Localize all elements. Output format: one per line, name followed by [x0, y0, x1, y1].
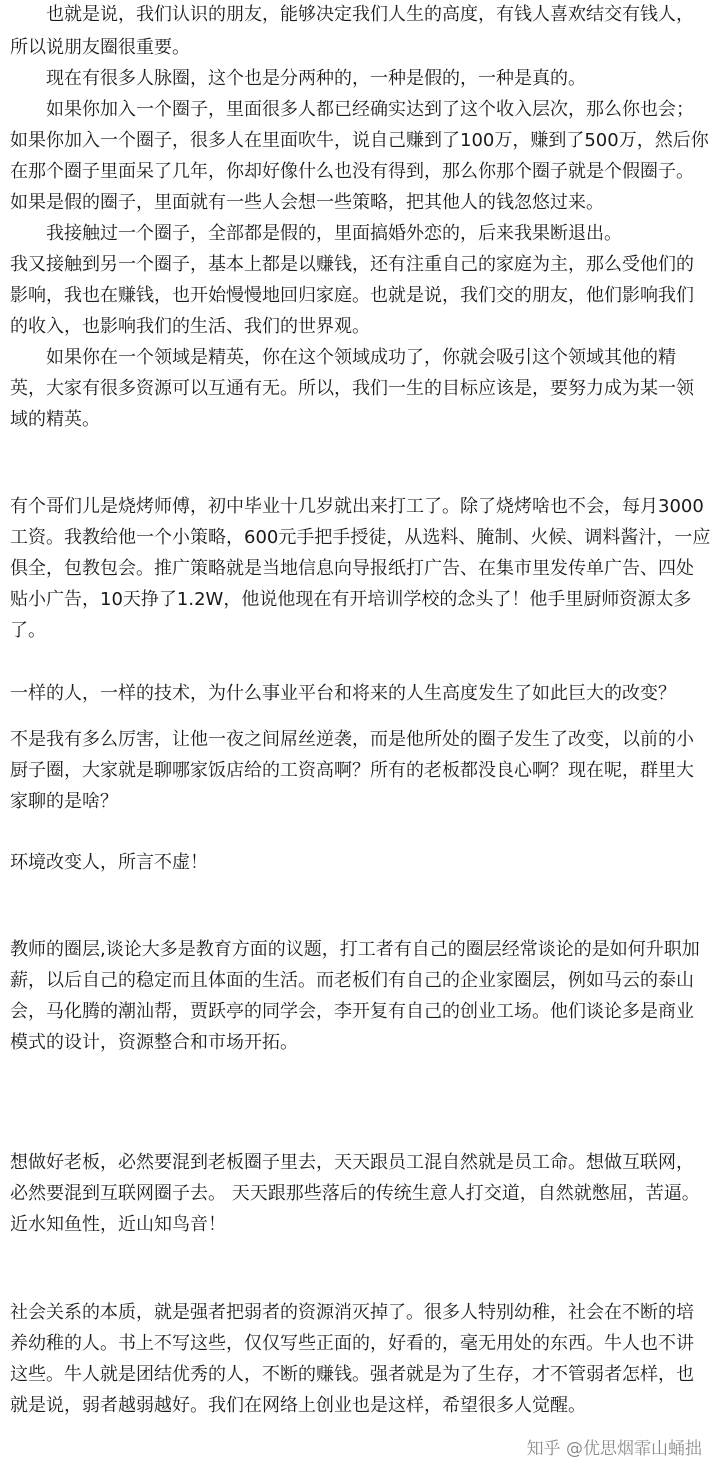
text-line: 工资。我教给他一个小策略，600元手把手授徒，从选料、腌制、火候、调料酱汁，一应 — [10, 527, 711, 548]
text-line: 家聊的是啥？ — [10, 791, 118, 812]
text-line: 教师的圈层,谈论大多是教育方面的议题，打工者有自己的圈层经常谈论的是如何升职加 — [10, 939, 700, 960]
zhihu-watermark: 知乎 @优思烟霏山蛹拙 — [526, 1439, 702, 1459]
text-line: 不是我有多么厉害，让他一夜之间屌丝逆袭，而是他所处的圈子发生了改变，以前的小 — [10, 729, 694, 750]
text-line: 了。 — [10, 620, 46, 641]
text-line: 想做好老板，必然要混到老板圈子里去，天天跟员工混自然就是员工命。想做互联网， — [10, 1152, 694, 1173]
text-line: 贴小广告，10天挣了1.2W，他说他现在有开培训学校的念头了！他手里厨师资源太多 — [10, 589, 692, 610]
text-line: 我接触过一个圈子，全部都是假的，里面搞婚外恋的，后来我果断退出。 — [10, 223, 622, 244]
text-line: 现在有很多人脉圈，这个也是分两种的，一种是假的，一种是真的。 — [10, 68, 586, 89]
text-line: 社会关系的本质，就是强者把弱者的资源消灭掉了。很多人特别幼稚，社会在不断的培 — [10, 1302, 694, 1323]
text-line: 域的精英。 — [10, 409, 100, 430]
text-line: 也就是说，我们认识的朋友，能够决定我们人生的高度，有钱人喜欢结交有钱人， — [10, 4, 694, 25]
text-line: 俱全，包教包会。推广策略就是当地信息向导报纸打广告、在集市里发传单广告、四处 — [10, 558, 694, 579]
text-line: 厨子圈，大家就是聊哪家饭店给的工资高啊？所有的老板都没良心啊？现在呢，群里大 — [10, 760, 694, 781]
text-line: 我又接触到另一个圈子，基本上都是以赚钱，还有注重自己的家庭为主，那么受他们的 — [10, 254, 694, 275]
text-line: 一样的人，一样的技术，为什么事业平台和将来的人生高度发生了如此巨大的改变？ — [10, 683, 676, 704]
text-line: 的收入，也影响我们的生活、我们的世界观。 — [10, 316, 370, 337]
text-line: 如果是假的圈子，里面就有一些人会想一些策略，把其他人的钱忽悠过来。 — [10, 192, 604, 213]
text-line: 所以说朋友圈很重要。 — [10, 37, 190, 58]
text-line: 如果你在一个领域是精英，你在这个领域成功了，你就会吸引这个领域其他的精 — [10, 347, 676, 368]
text-line: 有个哥们儿是烧烤师傅，初中毕业十几岁就出来打工了。除了烧烤啥也不会，每月3000 — [10, 496, 704, 517]
text-line: 就是说，弱者越弱越好。我们在网络上创业也是这样，希望很多人觉醒。 — [10, 1395, 586, 1416]
text-line: 如果你加入一个圈子，很多人在里面吹牛，说自己赚到了100万，赚到了500万，然后你 — [10, 130, 709, 151]
text-line: 这些。牛人就是团结优秀的人，不断的赚钱。强者就是为了生存，才不管弱者怎样，也 — [10, 1364, 694, 1385]
text-line: 会，马化腾的潮汕帮，贾跃亭的同学会，李开复有自己的创业工场。他们谈论多是商业 — [10, 1001, 694, 1022]
text-line: 养幼稚的人。书上不写这些，仅仅写些正面的，好看的，毫无用处的东西。牛人也不讲 — [10, 1333, 694, 1354]
text-line: 薪，以后自己的稳定而且体面的生活。而老板们有自己的企业家圈层，例如马云的泰山 — [10, 970, 694, 991]
text-line: 英，大家有很多资源可以互通有无。所以，我们一生的目标应该是，要努力成为某一领 — [10, 378, 694, 399]
text-line: 影响，我也在赚钱，也开始慢慢地回归家庭。也就是说，我们交的朋友，他们影响我们 — [10, 285, 694, 306]
text-line: 在那个圈子里面呆了几年，你却好像什么也没有得到，那么你那个圈子就是个假圈子。 — [10, 161, 694, 182]
text-line: 模式的设计，资源整合和市场开拓。 — [10, 1032, 298, 1053]
text-line: 必然要混到互联网圈子去。 天天跟那些落后的传统生意人打交道，自然就憋屈，苦逼。 — [10, 1183, 700, 1204]
text-line: 近水知鱼性，近山知鸟音！ — [10, 1214, 226, 1235]
text-line: 环境改变人，所言不虚！ — [10, 852, 208, 873]
text-line: 如果你加入一个圈子，里面很多人都已经确实达到了这个收入层次，那么你也会； — [10, 99, 694, 120]
